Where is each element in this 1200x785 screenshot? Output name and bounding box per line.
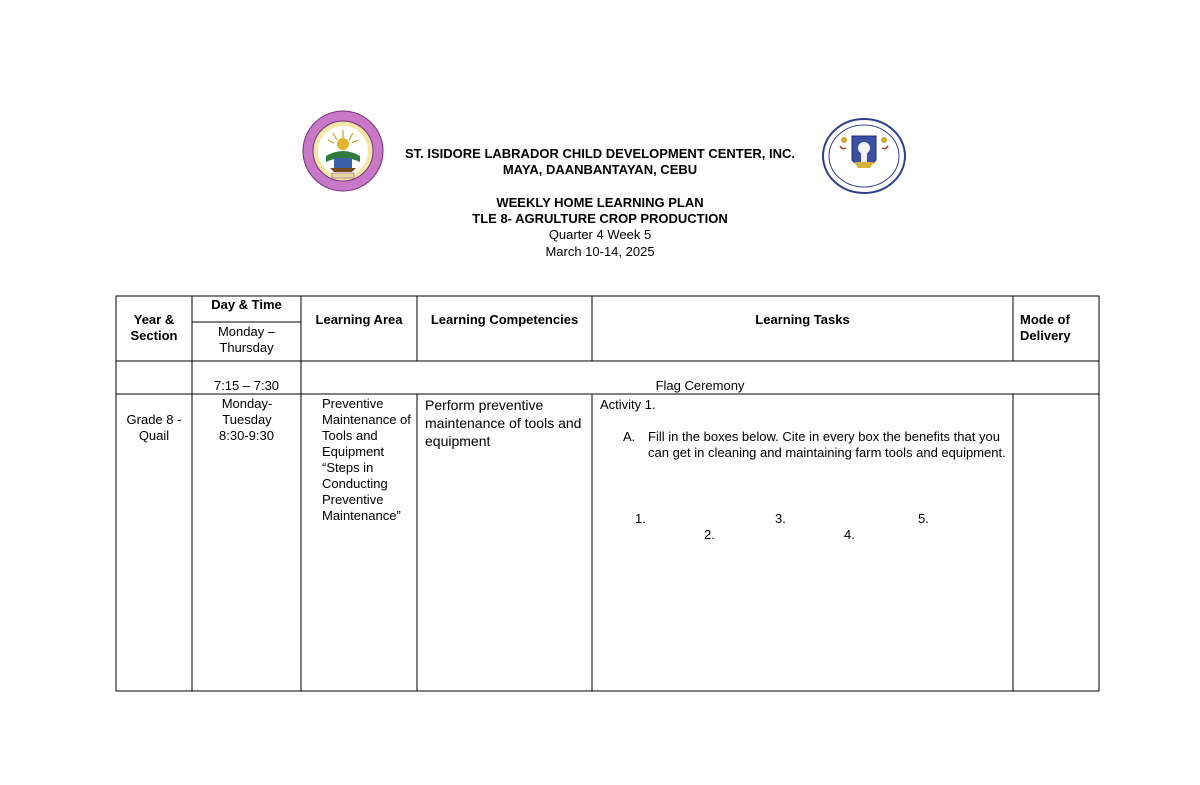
- row-time: 8:30-9:30: [219, 428, 274, 443]
- activity-title: Activity 1.: [600, 397, 656, 412]
- row-day: Monday-Tuesday: [221, 396, 273, 427]
- flag-ceremony-activity: Flag Ceremony: [655, 378, 745, 393]
- year-section-value: Grade 8 - Quail: [126, 412, 182, 443]
- box-number-1: 1.: [635, 511, 646, 526]
- quarter-week: Quarter 4 Week 5: [548, 227, 652, 242]
- box-number-3: 3.: [775, 511, 786, 526]
- header-learning-area: Learning Area: [315, 312, 403, 327]
- header-learning-tasks: Learning Tasks: [755, 312, 850, 327]
- header-learning-competencies: Learning Competencies: [430, 312, 579, 327]
- box-number-4: 4.: [844, 527, 855, 542]
- subject-title: TLE 8- AGRULTURE CROP PRODUCTION: [472, 211, 728, 226]
- plan-title: WEEKLY HOME LEARNING PLAN: [496, 195, 704, 210]
- box-number-5: 5.: [918, 511, 929, 526]
- flag-ceremony-time: 7:15 – 7:30: [213, 378, 280, 393]
- header-day-range: Monday – Thursday: [217, 324, 276, 355]
- date-range: March 10-14, 2025: [545, 244, 655, 259]
- school-address: MAYA, DAANBANTAYAN, CEBU: [502, 162, 698, 177]
- header-day-time: Day & Time: [211, 297, 282, 312]
- header-year-section: Year & Section: [130, 312, 178, 343]
- learning-area-value: Preventive Maintenance of Tools and Equipment “Steps in Conducting Preventive Maintenance”: [322, 396, 411, 523]
- box-number-2: 2.: [704, 527, 715, 542]
- header-mode-of-delivery: Mode of Delivery: [1020, 312, 1071, 343]
- task-instruction: Fill in the boxes below. Cite in every box the benefits that you can get in cleaning and maintaining farm tools and equipment.: [648, 429, 1006, 460]
- task-letter: A.: [623, 429, 636, 444]
- competency-value: Perform preventive maintenance of tools and equipment: [425, 397, 582, 449]
- school-name: ST. ISIDORE LABRADOR CHILD DEVELOPMENT CENTER, INC.: [404, 146, 796, 161]
